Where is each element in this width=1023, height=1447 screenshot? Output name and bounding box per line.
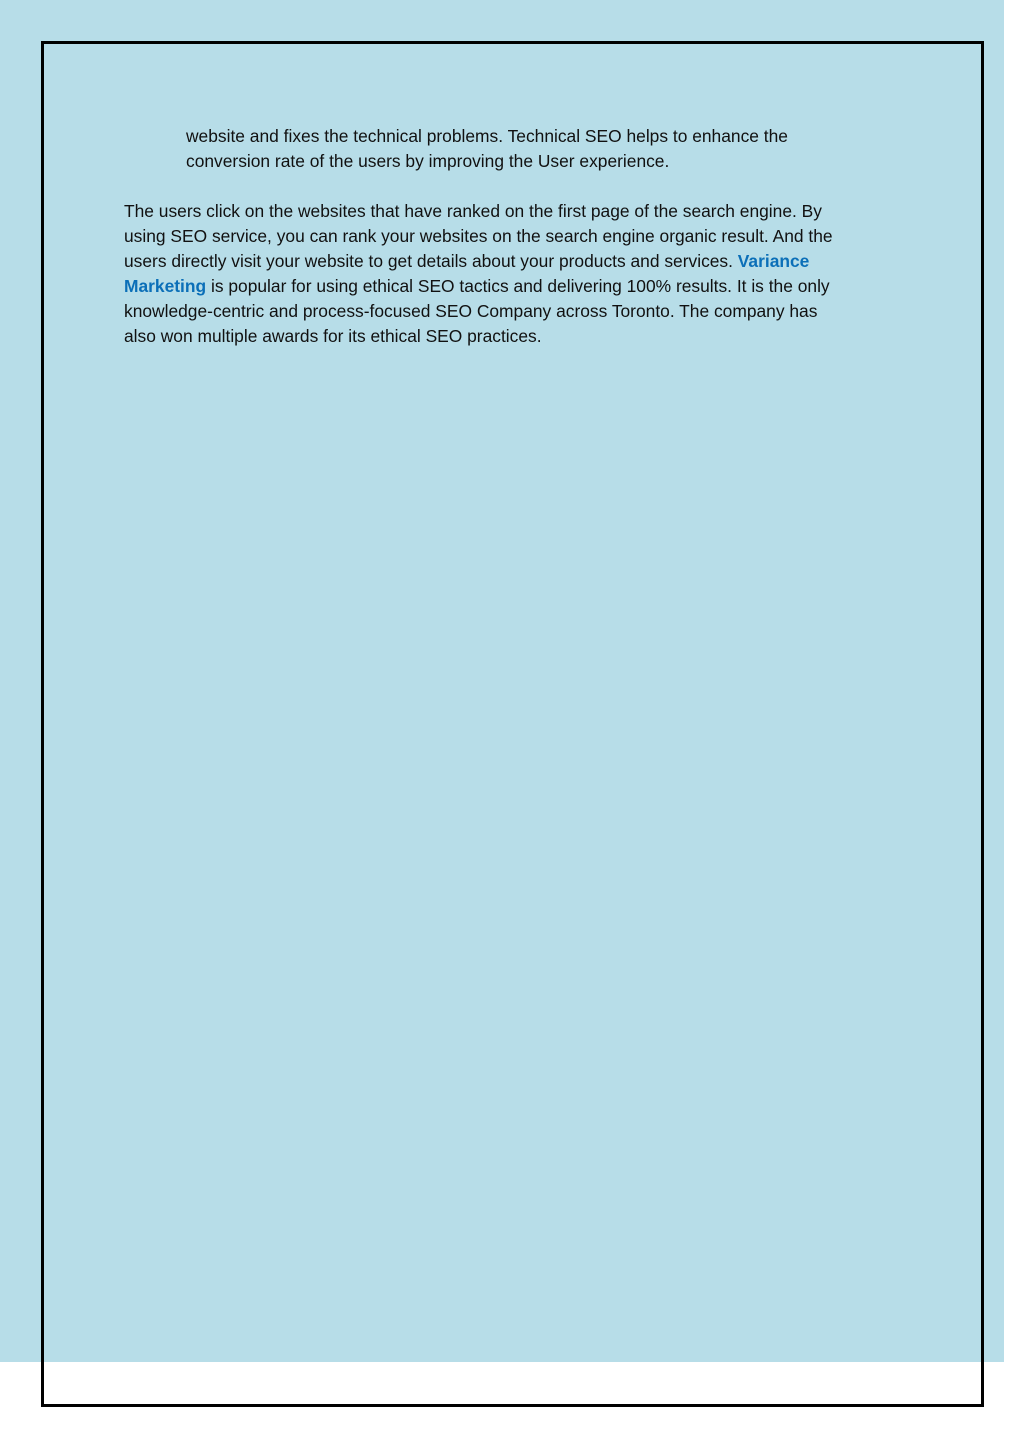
- paragraph-text: is popular for using ethical SEO tactics and delivering 100% results. It is the only: [206, 276, 830, 296]
- paragraph-line: conversion rate of the users by improving the User experience.: [186, 151, 670, 171]
- paragraph-seo-service: [124, 199, 894, 349]
- paragraph-line: [124, 249, 894, 274]
- paragraph-line: [124, 274, 894, 299]
- paragraph-line: knowledge-centric and process-focused SEO Company across Toronto. The company has: [124, 301, 818, 321]
- paragraph-line: website and fixes the technical problems. Technical SEO helps to enhance the: [186, 126, 788, 146]
- paragraph-text: users directly visit your website to get details about your products and services.: [124, 251, 738, 271]
- paragraph-line: also won multiple awards for its ethical SEO practices.: [124, 326, 542, 346]
- variance-marketing-link-part1[interactable]: Variance: [737, 251, 810, 271]
- paragraph-continued: [186, 124, 886, 174]
- paragraph-line: using SEO service, you can rank your websites on the search engine organic result. And the: [124, 226, 833, 246]
- paragraph-line: The users click on the websites that have ranked on the first page of the search engine. By: [124, 201, 822, 221]
- variance-marketing-link-part2[interactable]: Marketing: [124, 276, 207, 296]
